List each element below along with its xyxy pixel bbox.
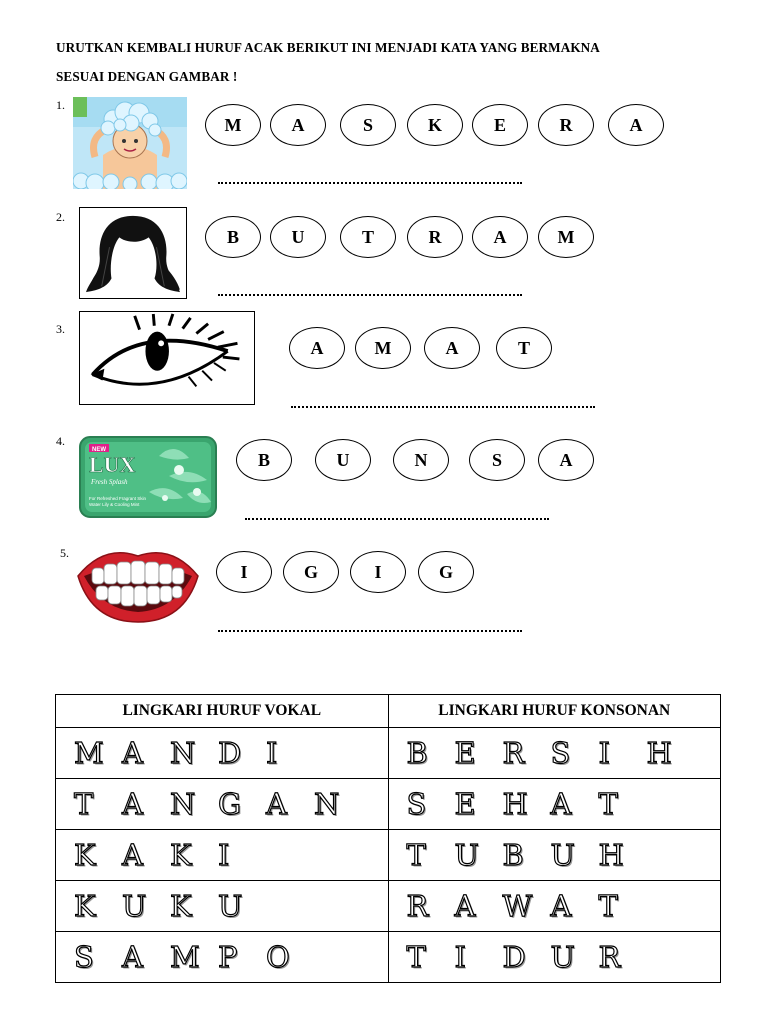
soap-brand: LUX — [89, 452, 136, 477]
word-letter[interactable]: N — [170, 736, 196, 770]
word-letter[interactable]: S — [406, 787, 427, 821]
consonant-word-cell — [388, 881, 721, 932]
word-letter[interactable]: U — [454, 838, 479, 872]
letter-bubble[interactable]: U — [315, 439, 371, 481]
word-letter[interactable]: S — [550, 736, 571, 770]
vowel-word-cell — [56, 830, 389, 881]
letter-bubble[interactable]: U — [270, 216, 326, 258]
word-letter[interactable]: K — [170, 889, 192, 923]
word-letter[interactable]: T — [598, 889, 618, 923]
table-row — [56, 881, 721, 932]
letter-bubble[interactable]: I — [350, 551, 406, 593]
word-letter[interactable]: H — [598, 838, 624, 872]
header-vowels: LINGKARI HURUF VOKAL — [56, 695, 389, 728]
letter-bubble[interactable]: N — [393, 439, 449, 481]
letter-bubble[interactable]: A — [608, 104, 664, 146]
word-letter[interactable]: A — [454, 889, 476, 923]
word-letter[interactable]: I — [266, 736, 278, 770]
item-number: 3. — [56, 322, 65, 336]
word-letter[interactable]: K — [170, 838, 192, 872]
letter-bubble[interactable]: S — [469, 439, 525, 481]
answer-line[interactable] — [245, 518, 549, 520]
consonant-word-cell — [388, 779, 721, 830]
letter-bubble[interactable]: A — [424, 327, 480, 369]
word-letter[interactable]: R — [406, 889, 429, 923]
letter-bubble[interactable]: E — [472, 104, 528, 146]
header-consonants: LINGKARI HURUF KONSONAN — [388, 695, 721, 728]
word-letter[interactable]: M — [74, 736, 104, 770]
word-letter[interactable]: T — [406, 940, 426, 974]
word-letter[interactable]: B — [406, 736, 428, 770]
teeth-mouth-icon — [74, 540, 202, 624]
hair-icon — [79, 207, 187, 299]
word-letter[interactable]: S — [74, 940, 94, 974]
word-letter[interactable]: U — [550, 940, 575, 974]
word-letter[interactable]: O — [266, 940, 290, 974]
word-letter[interactable]: A — [122, 838, 143, 872]
letter-bubble[interactable]: K — [407, 104, 463, 146]
letter-bubble[interactable]: T — [496, 327, 552, 369]
word-letter[interactable]: K — [74, 889, 96, 923]
table-row — [56, 728, 721, 779]
letter-bubble[interactable]: M — [205, 104, 261, 146]
soap-badge: NEW — [92, 447, 106, 453]
letter-bubble[interactable]: A — [289, 327, 345, 369]
word-letter[interactable]: E — [454, 787, 476, 821]
word-letter[interactable]: R — [502, 736, 525, 770]
answer-line[interactable] — [218, 630, 522, 632]
word-letter[interactable]: T — [74, 787, 94, 821]
item-number: 2. — [56, 210, 65, 224]
letter-bubble[interactable]: G — [418, 551, 474, 593]
letter-bubble[interactable]: R — [407, 216, 463, 258]
lux-soap-bar-icon — [79, 436, 217, 518]
word-letter[interactable]: G — [218, 787, 242, 821]
vowel-word-cell — [56, 881, 389, 932]
answer-line[interactable] — [218, 182, 522, 184]
consonant-word-cell — [388, 830, 721, 881]
word-letter[interactable]: A — [550, 787, 572, 821]
instruction-line-1: URUTKAN KEMBALI HURUF ACAK BERIKUT INI MENJADI KATA YANG BERMAKNA — [56, 40, 600, 55]
letter-bubble[interactable]: M — [538, 216, 594, 258]
word-letter[interactable]: N — [170, 787, 196, 821]
item-number: 4. — [56, 434, 65, 448]
table-row — [56, 830, 721, 881]
word-letter[interactable]: U — [122, 889, 147, 923]
letter-bubble[interactable]: M — [355, 327, 411, 369]
instruction — [56, 33, 736, 91]
consonant-word-cell — [388, 932, 721, 983]
word-letter[interactable]: I — [218, 838, 230, 872]
word-letter[interactable]: H — [646, 736, 672, 770]
instruction-line-2: SESUAI DENGAN GAMBAR ! — [56, 69, 238, 84]
word-letter[interactable]: U — [218, 889, 243, 923]
word-letter[interactable]: A — [266, 787, 287, 821]
word-letter[interactable]: M — [170, 940, 200, 974]
letter-bubble[interactable]: A — [538, 439, 594, 481]
table-row — [56, 779, 721, 830]
word-letter[interactable]: I — [454, 940, 466, 974]
answer-line[interactable] — [218, 294, 522, 296]
soap-desc-2: Water Lily & Cooling Mint — [89, 502, 140, 507]
word-letter[interactable]: B — [502, 838, 524, 872]
eye-icon — [79, 311, 255, 405]
word-letter[interactable]: K — [74, 838, 96, 872]
word-letter[interactable]: H — [502, 787, 528, 821]
letter-bubble[interactable]: A — [270, 104, 326, 146]
word-letter[interactable]: P — [218, 940, 238, 974]
letter-bubble[interactable]: B — [205, 216, 261, 258]
item-number: 1. — [56, 98, 65, 112]
word-letter[interactable]: T — [406, 838, 426, 872]
letter-bubble[interactable]: T — [340, 216, 396, 258]
word-letter[interactable]: R — [598, 940, 621, 974]
word-letter[interactable]: E — [454, 736, 476, 770]
vowel-word-cell — [56, 728, 389, 779]
word-letter[interactable]: I — [598, 736, 610, 770]
word-letter[interactable]: D — [502, 940, 526, 974]
item-number: 5. — [60, 546, 69, 560]
table-row — [56, 932, 721, 983]
answer-line[interactable] — [291, 406, 595, 408]
soap-desc-1: For Refreshed Fragrant Skin — [89, 496, 147, 501]
consonant-word-cell — [388, 728, 721, 779]
soap-variant: Fresh Splash — [91, 478, 128, 486]
vowel-word-cell — [56, 932, 389, 983]
word-letter[interactable]: A — [122, 940, 143, 974]
letter-bubble[interactable]: I — [216, 551, 272, 593]
letter-bubble[interactable]: R — [538, 104, 594, 146]
word-letter[interactable]: A — [122, 736, 143, 770]
vowel-word-cell — [56, 779, 389, 830]
word-letter[interactable]: A — [122, 787, 143, 821]
word-letter[interactable]: T — [598, 787, 618, 821]
word-letter[interactable]: W — [502, 889, 533, 923]
word-letter[interactable]: D — [218, 736, 242, 770]
letter-bubble[interactable]: A — [472, 216, 528, 258]
child-shampoo-bath-icon — [73, 97, 187, 189]
letter-bubble[interactable]: G — [283, 551, 339, 593]
letter-bubble[interactable]: B — [236, 439, 292, 481]
word-letter[interactable]: A — [550, 889, 572, 923]
letter-table — [55, 694, 721, 983]
word-letter[interactable]: U — [550, 838, 575, 872]
letter-bubble[interactable]: S — [340, 104, 396, 146]
word-letter[interactable]: N — [314, 787, 340, 821]
